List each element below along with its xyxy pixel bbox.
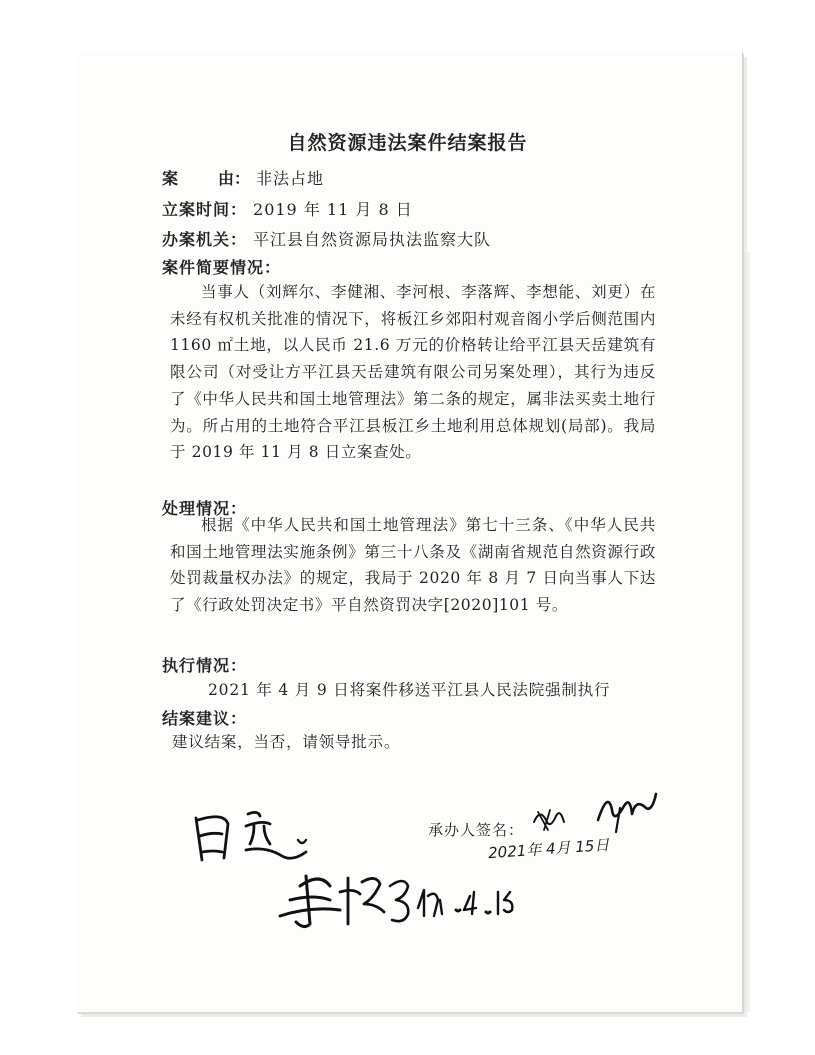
case-reason-value: 非法占地 xyxy=(256,169,325,188)
handler-signature-image xyxy=(520,790,670,840)
summary-heading: 案件简要情况： xyxy=(162,258,282,277)
approver-signature-image xyxy=(270,856,530,936)
handwritten-date: 2021年 4月 15日 xyxy=(487,835,610,863)
handling-agency-label: 办案机关： xyxy=(162,230,248,249)
filing-time-row xyxy=(162,197,413,220)
case-reason-row xyxy=(162,166,324,189)
handling-agency-value: 平江县自然资源局执法监察大队 xyxy=(253,230,492,249)
summary-text: 当事人（刘辉尔、李健湘、李河根、李落辉、李想能、刘更）在未经有权机关批准的情况下，将板江乡郊阳村观音阁小学后侧范围内 1160 ㎡土地，以人民币 21.6 万元的价格转让给平江县天岳建筑有限公司（对受让方平江县天岳建筑有限公司另案处理），其行为违反了《中华人民共和国土地管理法》第二条的规定，属非法买卖土地行为。所占用的土地符合平江县板江乡土地利用总体规划(局部)。我局于 2019 年 11 月 8 日立案查处。 xyxy=(170,283,656,462)
document-title: 自然资源违法案件结案报告 xyxy=(287,132,528,154)
filing-time-label: 立案时间： xyxy=(162,200,248,219)
filing-time-value: 2019 年 11 月 8 日 xyxy=(253,200,413,219)
handling-text: 根据《中华人民共和国土地管理法》第七十三条、《中华人民共和国土地管理法实施条例》第三十八条及《湖南省规范自然资源行政处罚裁量权办法》的规定，我局于 2020 年 8 月 7 日向当事人下达了《行政处罚决定书》平自然资罚决字[2020]101 号。 xyxy=(170,516,656,615)
execution-text: 2021 年 4 月 9 日将案件移送平江县人民法院强制执行 xyxy=(208,681,611,699)
case-reason-label-a: 案 xyxy=(162,169,179,188)
closing-heading: 结案建议： xyxy=(162,709,248,728)
handling-heading: 处理情况： xyxy=(162,499,248,518)
handling-agency-row xyxy=(162,227,491,250)
case-reason-label-b: 由： xyxy=(218,169,251,188)
execution-heading: 执行情况： xyxy=(162,656,248,675)
closing-text: 建议结案，当否，请领导批示。 xyxy=(172,733,401,751)
signature-label: 承办人签名： xyxy=(428,821,525,839)
